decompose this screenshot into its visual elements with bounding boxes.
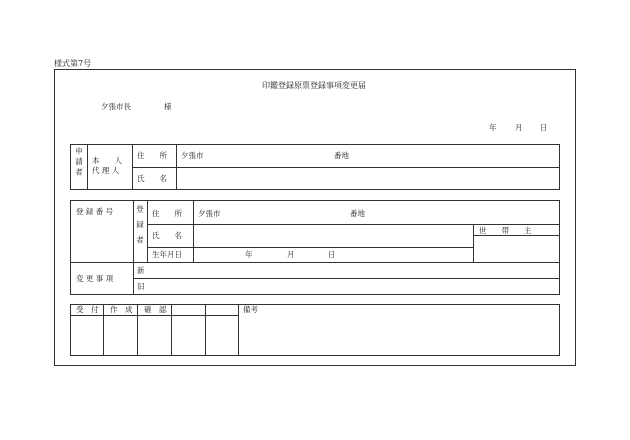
applicant-name-label: 氏 名 [137, 174, 167, 183]
changes-label: 変 更 事 項 [76, 274, 114, 283]
registration-address-suffix: 番地 [350, 209, 365, 218]
applicant-name-field[interactable] [180, 171, 555, 187]
date-day-label: 日 [540, 123, 548, 132]
registration-name-label: 氏 名 [152, 231, 182, 240]
form-title: 印鑑登録原票登録事項変更届 [262, 81, 366, 90]
birth-day-label: 日 [328, 250, 336, 259]
date-month-label: 月 [515, 123, 523, 132]
remarks-field[interactable] [242, 316, 556, 353]
birth-year-label: 年 [245, 250, 253, 259]
registration-name-field[interactable] [197, 228, 469, 244]
addressee-name: 夕張市長 [101, 102, 131, 111]
birth-month-label: 月 [287, 250, 295, 259]
applicant-address-suffix: 番地 [334, 151, 349, 160]
confirmation-label: 確 認 [144, 305, 167, 314]
birth-date-label: 生年月日 [152, 250, 182, 259]
addressee-honorific: 様 [164, 102, 172, 111]
changes-new-field[interactable] [148, 265, 556, 276]
date-year-label: 年 [489, 123, 497, 132]
form-code: 様式第7号 [54, 59, 92, 68]
registration-address-city: 夕張市 [198, 209, 221, 218]
household-head-label: 世 帯 主 [479, 226, 532, 235]
applicant-side-label: 申請者 [74, 147, 84, 179]
registration-address-label: 住 所 [152, 209, 182, 218]
changes-old-field[interactable] [148, 281, 556, 292]
reception-label: 受 付 [76, 305, 99, 314]
household-head-field[interactable] [476, 238, 556, 259]
registrant-label: 登録者 [135, 205, 145, 252]
changes-old-label: 旧 [137, 282, 145, 291]
preparation-label: 作 成 [110, 305, 133, 314]
remarks-label: 備考 [243, 305, 258, 314]
changes-new-label: 新 [137, 266, 145, 275]
applicant-role-agent: 代 理 人 [92, 166, 120, 175]
applicant-address-city: 夕張市 [181, 151, 204, 160]
applicant-address-label: 住 所 [137, 151, 167, 160]
applicant-role-self: 本 人 [92, 156, 122, 165]
registration-number-label: 登 録 番 号 [76, 207, 114, 216]
